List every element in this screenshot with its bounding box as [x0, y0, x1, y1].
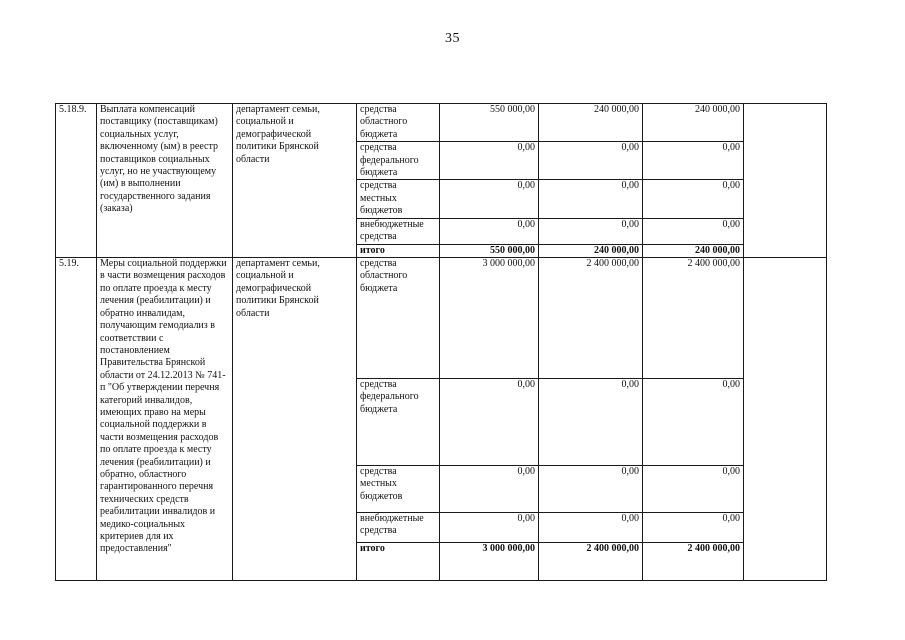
- total-year-2: 2 400 000,00: [539, 543, 643, 581]
- amount-year-1: 0,00: [440, 142, 539, 180]
- source-label: средства областного бюджета: [357, 104, 440, 142]
- source-label: внебюджетные средства: [357, 513, 440, 543]
- measure-name: Выплата компенсаций поставщику (поставщикам) социальных услуг, включенному (ым) в реестр поставщиков социальных услуг, но не участвующему (им) в выполнении государственного задания (заказа): [97, 104, 233, 258]
- executor: департамент семьи, социальной и демографической политики Брянской области: [233, 258, 357, 581]
- amount-year-3: 240 000,00: [643, 104, 744, 142]
- budget-table: [55, 103, 827, 581]
- table-row: [56, 258, 827, 379]
- total-year-1: 3 000 000,00: [440, 543, 539, 581]
- source-label: средства федерального бюджета: [357, 142, 440, 180]
- source-label: средства областного бюджета: [357, 258, 440, 379]
- amount-year-1: 0,00: [440, 379, 539, 466]
- row-number: 5.19.: [56, 258, 97, 581]
- amount-year-2: 0,00: [539, 218, 643, 244]
- amount-year-1: 0,00: [440, 466, 539, 513]
- amount-year-2: 2 400 000,00: [539, 258, 643, 379]
- executor: департамент семьи, социальной и демографической политики Брянской области: [233, 104, 357, 258]
- amount-year-2: 0,00: [539, 379, 643, 466]
- measure-name: Меры социальной поддержки в части возмещения расходов по оплате проезда к месту лечения (реабилитации) и обратно инвалидам, получающим гемодиализ в соответствии с постановлением Правительства Брянской области от 24.12.2013 № 741-п "Об утверждении перечня категорий инвалидов, имеющих право на меры социальной поддержки в части возмещения расходов по оплате проезда к месту лечения (реабилитации) и обратно, областного гарантированного перечня технических средств реабилитации инвалидов и медико-социальных критериев для их предоставления": [97, 258, 233, 581]
- total-year-1: 550 000,00: [440, 244, 539, 257]
- total-year-2: 240 000,00: [539, 244, 643, 257]
- source-label: внебюджетные средства: [357, 218, 440, 244]
- total-year-3: 2 400 000,00: [643, 543, 744, 581]
- amount-year-2: 0,00: [539, 513, 643, 543]
- amount-year-3: 0,00: [643, 379, 744, 466]
- amount-year-3: 2 400 000,00: [643, 258, 744, 379]
- amount-year-3: 0,00: [643, 142, 744, 180]
- row-number: 5.18.9.: [56, 104, 97, 258]
- amount-year-1: 0,00: [440, 513, 539, 543]
- amount-year-2: 0,00: [539, 142, 643, 180]
- total-year-3: 240 000,00: [643, 244, 744, 257]
- page-number: 35: [445, 31, 460, 46]
- amount-year-3: 0,00: [643, 466, 744, 513]
- empty-cell: [744, 104, 827, 258]
- amount-year-1: 0,00: [440, 180, 539, 218]
- amount-year-3: 0,00: [643, 513, 744, 543]
- amount-year-1: 0,00: [440, 218, 539, 244]
- empty-cell: [744, 258, 827, 581]
- amount-year-1: 550 000,00: [440, 104, 539, 142]
- source-label: средства федерального бюджета: [357, 379, 440, 466]
- amount-year-2: 0,00: [539, 180, 643, 218]
- table-row: [56, 104, 827, 142]
- source-label: средства местных бюджетов: [357, 180, 440, 218]
- amount-year-2: 0,00: [539, 466, 643, 513]
- amount-year-1: 3 000 000,00: [440, 258, 539, 379]
- amount-year-2: 240 000,00: [539, 104, 643, 142]
- amount-year-3: 0,00: [643, 218, 744, 244]
- source-label: средства местных бюджетов: [357, 466, 440, 513]
- amount-year-3: 0,00: [643, 180, 744, 218]
- total-label: итого: [357, 543, 440, 581]
- total-label: итого: [357, 244, 440, 257]
